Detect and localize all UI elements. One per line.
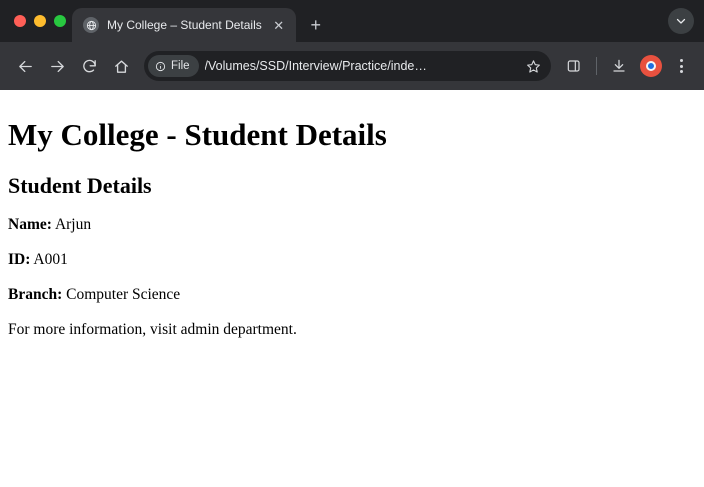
kebab-dot	[680, 70, 683, 73]
forward-button[interactable]	[42, 51, 72, 81]
url-text[interactable]: /Volumes/SSD/Interview/Practice/inde…	[204, 59, 427, 73]
kebab-dot	[680, 65, 683, 68]
kebab-dot	[680, 59, 683, 62]
home-button[interactable]	[106, 51, 136, 81]
field-branch-label: Branch:	[8, 285, 63, 303]
globe-icon	[83, 17, 99, 33]
address-bar[interactable]	[144, 51, 551, 81]
reload-button[interactable]	[74, 51, 104, 81]
field-branch	[8, 286, 696, 304]
section-heading: Student Details	[8, 173, 152, 199]
maximize-window-button[interactable]	[54, 15, 66, 27]
split-screen-icon[interactable]	[559, 51, 589, 81]
file-scheme-label: File	[171, 60, 190, 72]
field-name-label: Name:	[8, 216, 52, 234]
tab-strip	[0, 0, 704, 42]
minimize-window-button[interactable]	[34, 15, 46, 27]
window-controls	[10, 0, 72, 42]
close-tab-icon[interactable]: ✕	[273, 17, 285, 33]
toolbar-divider	[596, 57, 597, 75]
new-tab-button[interactable]: +	[310, 15, 321, 35]
field-name	[8, 216, 696, 234]
tab-title: My College – Student Details	[107, 18, 262, 32]
browser-toolbar	[0, 42, 704, 90]
back-button[interactable]	[10, 51, 40, 81]
tab-strip-right	[668, 0, 704, 42]
chevron-down-icon[interactable]	[668, 8, 694, 34]
footer-note: For more information, visit admin department.	[8, 320, 297, 338]
field-name-value: Arjun	[54, 216, 92, 234]
bookmark-star-icon[interactable]	[521, 54, 545, 78]
page-content	[0, 90, 704, 487]
avatar-inner	[646, 61, 656, 71]
page-title: My College - Student Details	[8, 117, 387, 152]
file-scheme-chip[interactable]	[148, 55, 199, 77]
browser-menu-button[interactable]	[668, 51, 694, 81]
field-id-label: ID:	[8, 251, 31, 269]
field-branch-value: Computer Science	[66, 285, 181, 303]
browser-tab[interactable]	[72, 8, 296, 42]
profile-avatar[interactable]	[640, 55, 662, 77]
close-window-button[interactable]	[14, 15, 26, 27]
download-icon[interactable]	[604, 51, 634, 81]
field-id-value: A001	[33, 251, 68, 269]
field-id	[8, 251, 696, 269]
info-circle-icon	[155, 61, 166, 72]
